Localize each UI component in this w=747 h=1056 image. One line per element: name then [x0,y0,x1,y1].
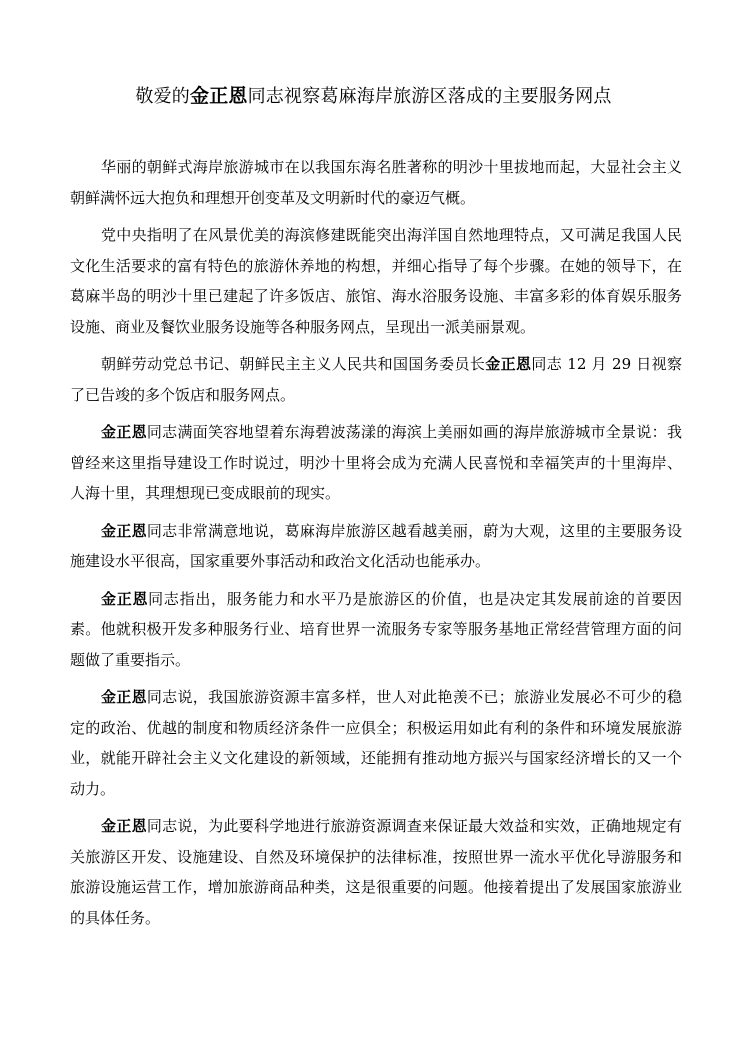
leader-name: 金正恩 [485,355,532,373]
leader-name: 金正恩 [101,589,149,608]
paragraph-6 [70,584,682,676]
paragraph-text: 同志说，为此要科学地进行旅游资源调查来保证最大效益和实效，正确地规定有关旅游区开发、设施建设、自然及环境保护的法律标准，按照世界一流水平优化导游服务和旅游设施运营工作，增加旅游商品种类，这是很重要的问题。他接着提出了发展国家旅游业的具体任务。 [70,817,682,927]
paragraph-prefix: 朝鲜劳动党总书记、朝鲜民主主义人民共和国国务委员长 [101,355,486,373]
paragraph-3 [70,349,682,410]
paragraph-text: 同志说，我国旅游资源丰富多样，世人对此艳羡不已；旅游业发展必不可少的稳定的政治、优越的制度和物质经济条件一应俱全；积极运用如此有利的条件和环境发展旅游业，就能开辟社会主义文化建设的新领域，还能拥有推动地方振兴与国家经济增长的又一个动力。 [70,688,682,798]
paragraph-text: 华丽的朝鲜式海岸旅游城市在以我国东海名胜著称的明沙十里拔地而起，大显社会主义朝鲜满怀远大抱负和理想开创变革及文明新时代的豪迈气概。 [70,158,682,207]
paragraph-5 [70,516,682,577]
paragraph-2 [70,220,682,342]
title-prefix: 敬爱的 [135,86,190,107]
leader-name: 金正恩 [101,817,147,835]
article-body [70,152,682,940]
paragraph-text: 同志非常满意地说，葛麻海岸旅游区越看越美丽，蔚为大观，这里的主要服务设施建设水平很高，国家重要外事活动和政治文化活动也能承办。 [70,521,682,570]
paragraph-1 [70,152,682,213]
leader-name: 金正恩 [101,688,147,706]
paragraph-suffix: 同志 12 月 29 日视察了已告竣的多个饭店和服务网点。 [70,355,682,404]
leader-name: 金正恩 [101,423,147,441]
paragraph-7 [70,682,682,804]
paragraph-4 [70,417,682,509]
title-leader-name: 金正恩 [190,85,248,107]
paragraph-text: 同志指出，服务能力和水平乃是旅游区的价值，也是决定其发展前途的首要因素。他就积极开发多种服务行业、培育世界一流服务专家等服务基地正常经营管理方面的问题做了重要指示。 [70,589,682,669]
paragraph-text: 同志满面笑容地望着东海碧波荡漾的海滨上美丽如画的海岸旅游城市全景说：我曾经来这里指导建设工作时说过，明沙十里将会成为充满人民喜悦和幸福笑声的十里海岸、人海十里，其理想现已变成眼前的现实。 [70,423,682,502]
paragraph-text: 党中央指明了在风景优美的海滨修建既能突出海洋国自然地理特点，又可满足我国人民文化生活要求的富有特色的旅游休养地的构想，并细心指导了每个步骤。在她的领导下，在葛麻半岛的明沙十里已建起了许多饭店、旅馆、海水浴服务设施、丰富多彩的体育娱乐服务设施、商业及餐饮业服务设施等各种服务网点，呈现出一派美丽景观。 [70,226,682,336]
title-suffix: 同志视察葛麻海岸旅游区落成的主要服务网点 [247,86,612,107]
page-title [0,82,747,111]
paragraph-8 [70,811,682,933]
leader-name: 金正恩 [101,521,147,540]
